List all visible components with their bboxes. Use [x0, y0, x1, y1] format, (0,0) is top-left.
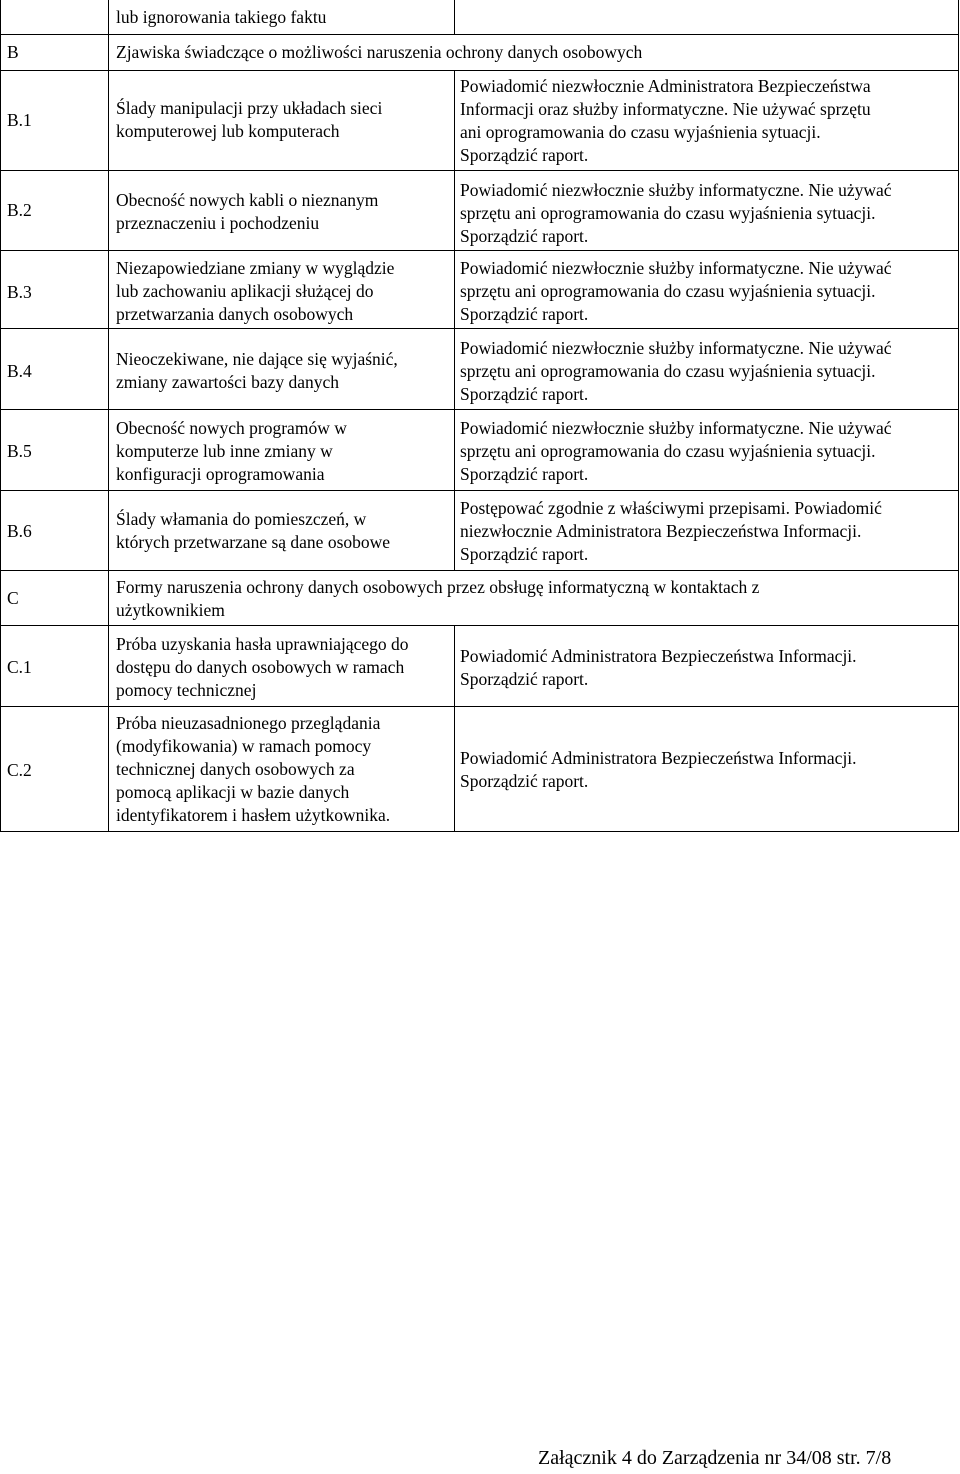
page-footer: Załącznik 4 do Zarządzenia nr 34/08 str. 7/8 [538, 1447, 892, 1469]
section-c-id: C [7, 588, 19, 608]
section-b-id: B [7, 42, 19, 62]
row-b2-description: Obecność nowych kabli o nieznanym przeznaczeniu i pochodzeniu [116, 190, 379, 233]
grid-line [108, 0, 109, 832]
row-b5-description: Obecność nowych programów w komputerze lub inne zmiany w konfiguracji oprogramowania [116, 418, 347, 484]
row-b4-action: Powiadomić niezwłocznie służby informatyczne. Nie używać sprzętu ani oprogramowania do czasu wyjaśnienia sytuacji. Sporządzić raport. [460, 338, 892, 404]
grid-line [0, 34, 959, 35]
row-c2-description: Próba nieuzasadnionego przeglądania (modyfikowania) w ramach pomocy technicznej danych osobowych za pomocą aplikacji w bazie danych identyfikatorem i hasłem użytkownika. [116, 713, 391, 825]
section-b-heading: Zjawiska świadczące o możliwości naruszenia ochrony danych osobowych [116, 42, 643, 62]
grid-line [0, 70, 959, 71]
row-b1-description: Ślady manipulacji przy układach sieci komputerowej lub komputerach [116, 98, 383, 141]
grid-line [0, 328, 959, 329]
grid-line [0, 0, 1, 832]
row-b6-id: B.6 [7, 521, 32, 541]
row-b4-id: B.4 [7, 361, 32, 381]
row-b2-action: Powiadomić niezwłocznie służby informatyczne. Nie używać sprzętu ani oprogramowania do czasu wyjaśnienia sytuacji. Sporządzić raport. [460, 180, 892, 246]
grid-line [0, 490, 959, 491]
grid-line [0, 570, 959, 571]
row-b5-action: Powiadomić niezwłocznie służby informatyczne. Nie używać sprzętu ani oprogramowania do czasu wyjaśnienia sytuacji. Sporządzić raport. [460, 418, 892, 484]
row-b6-description: Ślady włamania do pomieszczeń, w których przetwarzane są dane osobowe [116, 509, 391, 552]
grid-line [454, 625, 455, 832]
row-top-description: lub ignorowania takiego faktu [116, 7, 327, 27]
grid-line [454, 0, 455, 34]
row-b1-id: B.1 [7, 110, 32, 130]
grid-line [0, 250, 959, 251]
row-b3-id: B.3 [7, 282, 32, 302]
row-b1-action: Powiadomić niezwłocznie Administratora Bezpieczeństwa Informacji oraz służby informatyczne. Nie używać sprzętu ani oprogramowania do czasu wyjaśnienia sytuacji. Sporządzić raport. [460, 76, 871, 165]
row-b2-id: B.2 [7, 200, 32, 220]
grid-line [0, 706, 959, 707]
grid-line [454, 70, 455, 570]
section-c-heading: Formy naruszenia ochrony danych osobowych przez obsługę informatyczną w kontaktach z użytkownikiem [116, 577, 760, 620]
row-b3-action: Powiadomić niezwłocznie służby informatyczne. Nie używać sprzętu ani oprogramowania do czasu wyjaśnienia sytuacji. Sporządzić raport. [460, 258, 892, 324]
row-b5-id: B.5 [7, 441, 32, 461]
row-c1-action: Powiadomić Administratora Bezpieczeństwa Informacji. Sporządzić raport. [460, 646, 857, 689]
row-c2-id: C.2 [7, 760, 32, 780]
row-b3-description: Niezapowiedziane zmiany w wyglądzie lub zachowaniu aplikacji służącej do przetwarzania danych osobowych [116, 258, 395, 324]
row-b6-action: Postępować zgodnie z właściwymi przepisami. Powiadomić niezwłocznie Administratora Bezpieczeństwa Informacji. Sporządzić raport. [460, 498, 882, 564]
grid-line [958, 0, 959, 832]
grid-line [0, 409, 959, 410]
row-c1-description: Próba uzyskania hasła uprawniającego do dostępu do danych osobowych w ramach pomocy technicznej [116, 634, 409, 700]
grid-line [0, 170, 959, 171]
row-c2-action: Powiadomić Administratora Bezpieczeństwa Informacji. Sporządzić raport. [460, 748, 857, 791]
row-c1-id: C.1 [7, 657, 32, 677]
row-b4-description: Nieoczekiwane, nie dające się wyjaśnić, zmiany zawartości bazy danych [116, 349, 398, 392]
grid-line [0, 625, 959, 626]
grid-line [0, 831, 959, 832]
